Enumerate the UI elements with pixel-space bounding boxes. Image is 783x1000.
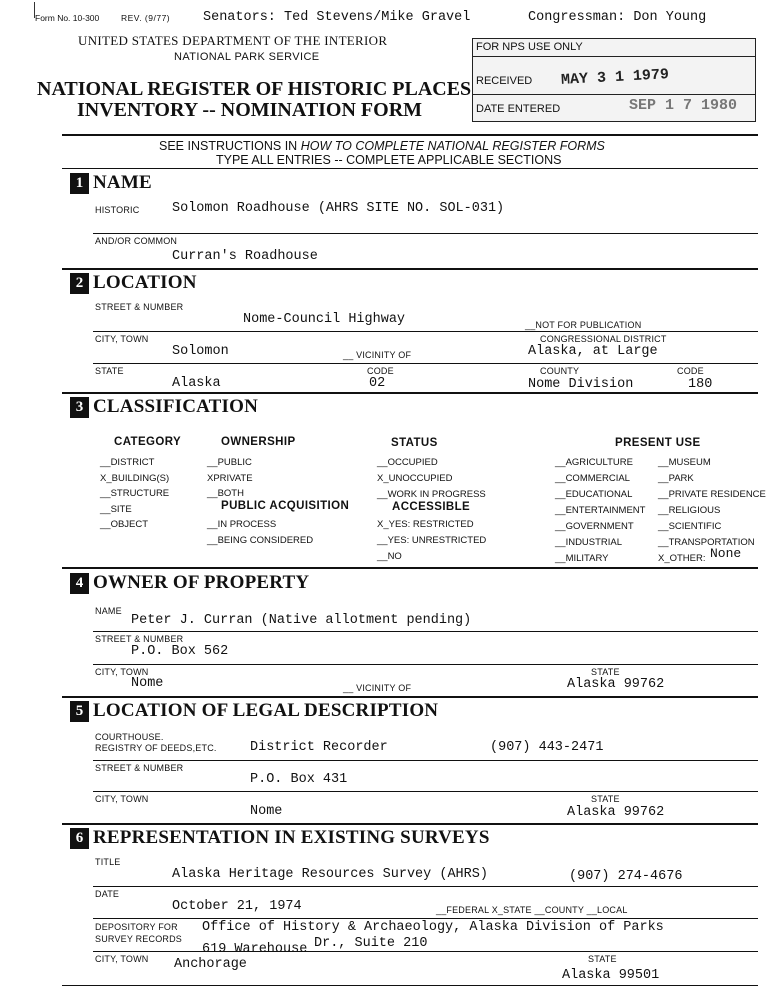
- depository-label-line2: SURVEY RECORDS: [95, 934, 182, 944]
- nps-box-title-rule: [473, 56, 755, 57]
- depository-state: Alaska 99501: [562, 968, 660, 983]
- section-6-title: REPRESENTATION IN EXISTING SURVEYS: [93, 827, 490, 848]
- section-3-number: 3: [70, 397, 89, 418]
- acquisition-list: [207, 517, 313, 549]
- historic-name: Solomon Roadhouse (AHRS SITE NO. SOL-031): [172, 201, 505, 216]
- date-entered-stamp: SEP 1 7 1980: [629, 97, 738, 114]
- instructions-line2: TYPE ALL ENTRIES -- COMPLETE APPLICABLE SECTIONS: [216, 153, 562, 167]
- present-use-option: __INDUSTRIAL: [555, 537, 623, 548]
- present-use-option: __AGRICULTURE: [555, 457, 633, 468]
- owner-state: Alaska 99762: [567, 677, 665, 692]
- section-2-rule-b: [93, 363, 758, 364]
- owner-vicinity-of: __ VICINITY OF: [343, 683, 412, 693]
- present-use-option: __TRANSPORTATION: [658, 537, 755, 548]
- accessible-option: __NO: [377, 551, 402, 562]
- congressional-district-value: Alaska, at Large: [528, 344, 658, 359]
- depository-label-line1: DEPOSITORY FOR: [95, 922, 178, 932]
- present-use-option: __EDUCATIONAL: [555, 489, 633, 500]
- street-value: Nome-Council Highway: [243, 312, 406, 327]
- category-option: __SITE: [100, 503, 132, 515]
- legal-state: Alaska 99762: [567, 805, 665, 820]
- depository-city-label: CITY, TOWN: [95, 954, 149, 964]
- vicinity-of: __ VICINITY OF: [343, 350, 412, 360]
- legal-city-label: CITY, TOWN: [95, 794, 149, 804]
- form-number: Form No. 10-300: [35, 13, 100, 23]
- survey-level-options: __FEDERAL X_STATE __COUNTY __LOCAL: [436, 905, 628, 915]
- instructions-rule: [62, 168, 758, 169]
- county-value: Nome Division: [528, 377, 634, 392]
- common-name: Curran's Roadhouse: [172, 249, 318, 264]
- section-4-title: OWNER OF PROPERTY: [93, 572, 310, 593]
- state-code-value: 02: [369, 376, 386, 391]
- status-option: X_UNOCCUPIED: [377, 473, 453, 484]
- present-use-option: __ENTERTAINMENT: [555, 505, 646, 516]
- status-option: __OCCUPIED: [377, 457, 438, 468]
- city-label: CITY, TOWN: [95, 334, 149, 344]
- owner-city: Nome: [131, 676, 164, 691]
- department-name: UNITED STATES DEPARTMENT OF THE INTERIOR: [78, 33, 388, 48]
- present-use-option: __MILITARY: [555, 553, 609, 564]
- received-stamp: MAY 3 1 1979: [560, 66, 670, 89]
- courthouse-value: District Recorder: [250, 740, 388, 755]
- form-title-line1: NATIONAL REGISTER OF HISTORIC PLACES: [37, 78, 472, 100]
- section-5-title: LOCATION OF LEGAL DESCRIPTION: [93, 700, 439, 721]
- legal-city: Nome: [250, 804, 283, 819]
- owner-city-label: CITY, TOWN: [95, 667, 149, 677]
- present-use-option: __MUSEUM: [658, 457, 711, 468]
- category-option: X_BUILDING(S): [100, 472, 170, 484]
- accessible-list: [377, 517, 486, 565]
- ownership-heading: OWNERSHIP: [221, 436, 296, 448]
- not-for-publication: __NOT FOR PUBLICATION: [525, 320, 642, 330]
- survey-title-label: TITLE: [95, 857, 121, 867]
- instructions-line1: [159, 139, 605, 153]
- survey-title: Alaska Heritage Resources Survey (AHRS): [172, 867, 488, 882]
- category-list: [100, 455, 169, 533]
- public-acquisition-heading: PUBLIC ACQUISITION: [221, 500, 350, 512]
- form-title-line2: INVENTORY -- NOMINATION FORM: [77, 99, 423, 121]
- section-1-rule: [93, 233, 758, 234]
- present-use-option: X_OTHER:: [658, 553, 706, 564]
- owner-name-label: NAME: [95, 606, 122, 616]
- status-list: [377, 455, 486, 503]
- present-use-option: __PARK: [658, 473, 694, 484]
- section-2-number: 2: [70, 273, 89, 294]
- present-use-option: __COMMERCIAL: [555, 473, 630, 484]
- section-3-end-rule: [62, 567, 758, 569]
- county-code-value: 180: [688, 377, 713, 392]
- accessible-option: X_YES: RESTRICTED: [377, 519, 474, 530]
- senators-note: Senators: Ted Stevens/Mike Gravel: [203, 10, 471, 25]
- section-5-rule-a: [93, 760, 758, 761]
- section-1-number: 1: [70, 173, 89, 194]
- city-value: Solomon: [172, 344, 229, 359]
- depository-value-line2b: Dr., Suite 210: [314, 936, 428, 951]
- owner-street: P.O. Box 562: [131, 644, 229, 659]
- section-6-rule-a: [93, 886, 758, 887]
- survey-date: October 21, 1974: [172, 899, 302, 914]
- received-label: RECEIVED: [476, 75, 533, 87]
- historic-label: HISTORIC: [95, 205, 140, 215]
- section-2-end-rule: [62, 392, 758, 394]
- instructions-prefix: SEE INSTRUCTIONS IN: [159, 139, 301, 153]
- form-revision: REV. (9/77): [121, 13, 171, 23]
- present-use-left-list: [555, 455, 645, 567]
- ownership-list: [207, 455, 253, 502]
- section-6-rule-c: [93, 951, 758, 952]
- section-4-number: 4: [70, 573, 89, 594]
- acquisition-option: __BEING CONSIDERED: [207, 535, 314, 546]
- category-option: __DISTRICT: [100, 457, 155, 468]
- service-name: NATIONAL PARK SERVICE: [174, 51, 320, 63]
- survey-phone: (907) 274-4676: [569, 869, 683, 884]
- section-5-number: 5: [70, 701, 89, 722]
- header-rule: [62, 134, 758, 136]
- section-5-end-rule: [62, 823, 758, 825]
- courthouse-label-line2: REGISTRY OF DEEDS,ETC.: [95, 743, 217, 753]
- present-use-heading: PRESENT USE: [615, 437, 701, 449]
- county-code-label: CODE: [677, 366, 704, 376]
- owner-state-label: STATE: [591, 667, 620, 677]
- section-4-end-rule: [62, 696, 758, 698]
- accessible-heading: ACCESSIBLE: [392, 501, 471, 513]
- margin-mark: [34, 2, 35, 18]
- section-3-title: CLASSIFICATION: [93, 396, 259, 417]
- depository-value-line1: Office of History & Archaeology, Alaska Division of Parks: [202, 920, 664, 935]
- congressman-note: Congressman: Don Young: [528, 10, 707, 25]
- status-heading: STATUS: [391, 437, 438, 449]
- state-value: Alaska: [172, 376, 221, 391]
- legal-street: P.O. Box 431: [250, 772, 348, 787]
- common-label: AND/OR COMMON: [95, 236, 178, 246]
- state-label: STATE: [95, 366, 124, 376]
- status-option: __WORK IN PROGRESS: [377, 489, 486, 500]
- present-use-option: __SCIENTIFIC: [658, 521, 722, 532]
- section-6-end-rule: [62, 985, 758, 986]
- section-2-rule-a: [93, 331, 758, 332]
- owner-street-label: STREET & NUMBER: [95, 634, 184, 644]
- ownership-option: __BOTH: [207, 488, 244, 499]
- courthouse-phone: (907) 443-2471: [490, 740, 604, 755]
- ownership-option: XPRIVATE: [207, 472, 253, 484]
- section-1-title: NAME: [93, 172, 152, 193]
- section-6-number: 6: [70, 828, 89, 849]
- section-6-rule-b: [93, 918, 758, 919]
- other-use-value: None: [710, 546, 742, 561]
- nps-box-mid-rule: [473, 94, 755, 95]
- section-1-end-rule: [62, 268, 758, 270]
- depository-value-line2a: 619 Warehouse: [202, 942, 308, 957]
- county-label: COUNTY: [540, 366, 580, 376]
- category-heading: CATEGORY: [114, 436, 182, 448]
- ownership-option: __PUBLIC: [207, 457, 252, 468]
- congressional-district-label: CONGRESSIONAL DISTRICT: [540, 334, 667, 344]
- street-label: STREET & NUMBER: [95, 302, 184, 312]
- section-2-title: LOCATION: [93, 272, 197, 293]
- nps-box-title: FOR NPS USE ONLY: [476, 41, 583, 53]
- owner-name: Peter J. Curran (Native allotment pending): [131, 613, 472, 628]
- category-option: __OBJECT: [100, 519, 149, 530]
- depository-state-label: STATE: [588, 954, 617, 964]
- category-option: __STRUCTURE: [100, 488, 170, 499]
- date-entered-label: DATE ENTERED: [476, 103, 561, 115]
- section-4-rule-a: [93, 631, 758, 632]
- courthouse-label-line1: COURTHOUSE.: [95, 732, 164, 742]
- section-5-rule-b: [93, 791, 758, 792]
- depository-city: Anchorage: [174, 957, 247, 972]
- survey-date-label: DATE: [95, 889, 120, 899]
- state-code-label: CODE: [367, 366, 394, 376]
- acquisition-option: __IN PROCESS: [207, 519, 277, 530]
- present-use-option: __GOVERNMENT: [555, 521, 634, 532]
- present-use-option: __PRIVATE RESIDENCE: [658, 489, 766, 500]
- legal-street-label: STREET & NUMBER: [95, 763, 184, 773]
- legal-state-label: STATE: [591, 794, 620, 804]
- nps-use-box: [472, 38, 756, 122]
- accessible-option: __YES: UNRESTRICTED: [377, 535, 487, 546]
- present-use-option: __RELIGIOUS: [658, 505, 721, 516]
- section-4-rule-b: [93, 664, 758, 665]
- instructions-italic: HOW TO COMPLETE NATIONAL REGISTER FORMS: [300, 139, 605, 153]
